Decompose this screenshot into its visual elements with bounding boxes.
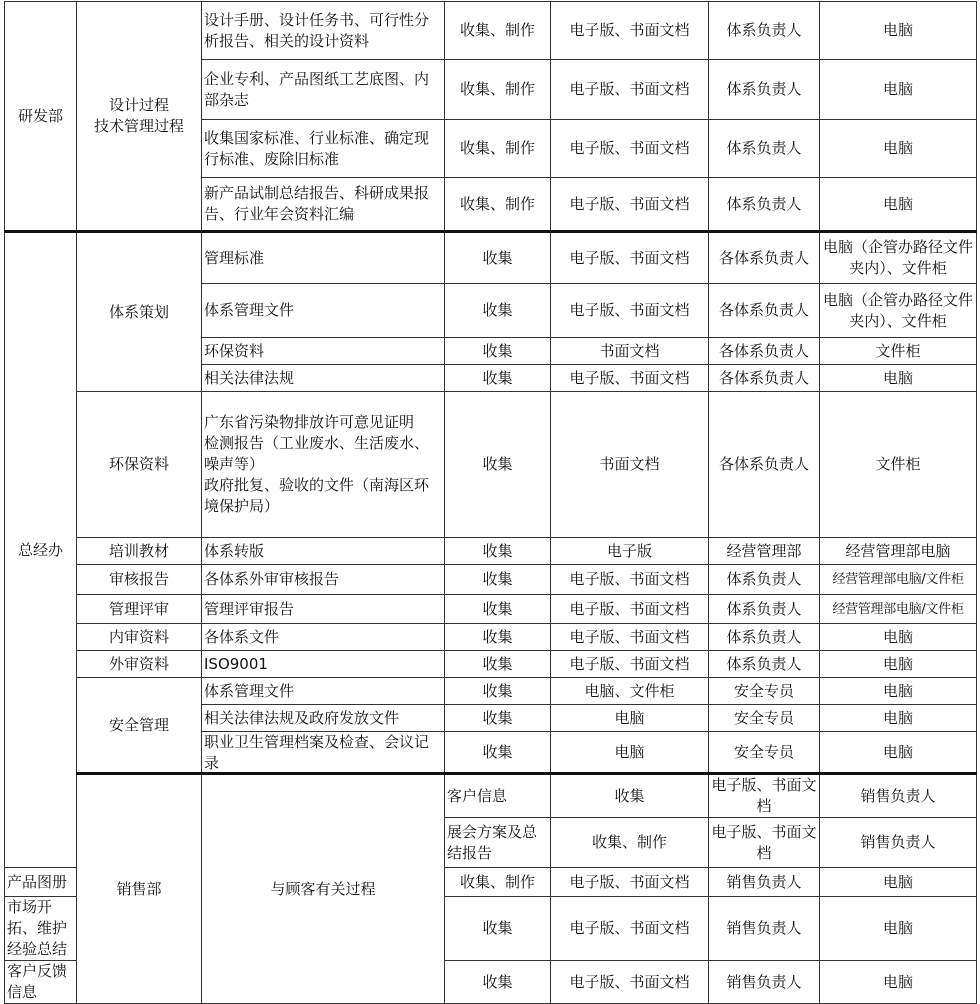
storage-cell: 电脑 — [820, 60, 977, 120]
process-cell: 外审资料 — [77, 651, 202, 678]
storage-cell: 电脑 — [820, 897, 977, 961]
format-cell: 电子版、书面文档 — [551, 624, 709, 651]
owner-cell: 销售负责人 — [709, 961, 820, 1004]
format-cell: 电子版、书面文档 — [551, 651, 709, 678]
content-cell: ISO9001 — [202, 651, 445, 678]
format-cell: 电子版、书面文档 — [551, 60, 709, 120]
storage-cell: 电脑（企管办路径文件夹内）、文件柜 — [820, 232, 977, 284]
content-line: 检测报告（工业废水、生活废水、噪声等） — [204, 434, 430, 473]
storage-cell: 电脑 — [820, 651, 977, 678]
content-cell: 各体系外审审核报告 — [202, 565, 445, 595]
content-line: 政府批复、验收的文件（南海区环境保护局） — [204, 476, 430, 515]
method-cell: 收集 — [445, 595, 551, 624]
content-cell: 环保资料 — [202, 338, 445, 365]
storage-cell: 电脑 — [820, 624, 977, 651]
content-cell: 展会方案及总结报告 — [445, 818, 551, 868]
content-cell: 收集国家标准、行业标准、确定现行标准、废除旧标准 — [202, 120, 445, 178]
format-cell: 书面文档 — [551, 392, 709, 538]
dept-cell: 研发部 — [5, 2, 77, 232]
format-cell: 电子版 — [551, 538, 709, 565]
owner-cell: 体系负责人 — [709, 2, 820, 60]
table-row — [5, 678, 977, 705]
table-row — [5, 392, 977, 538]
storage-cell: 电脑（企管办路径文件夹内）、文件柜 — [820, 284, 977, 338]
process-cell: 内审资料 — [77, 624, 202, 651]
format-cell: 电子版、书面文档 — [709, 774, 820, 818]
storage-cell: 电脑 — [820, 732, 977, 774]
table-row — [5, 565, 977, 595]
content-cell — [202, 392, 445, 538]
format-cell: 电子版、书面文档 — [551, 232, 709, 284]
owner-cell: 销售负责人 — [709, 897, 820, 961]
format-cell: 电脑 — [551, 705, 709, 732]
format-cell: 电子版、书面文档 — [551, 178, 709, 232]
owner-cell: 体系负责人 — [709, 595, 820, 624]
owner-cell: 各体系负责人 — [709, 365, 820, 392]
content-cell: 客户反馈信息 — [5, 961, 77, 1004]
content-cell: 相关法律法规 — [202, 365, 445, 392]
content-cell: 设计手册、设计任务书、可行性分析报告、相关的设计资料 — [202, 2, 445, 60]
content-cell: 新产品试制总结报告、科研成果报告、行业年会资料汇编 — [202, 178, 445, 232]
process-cell: 审核报告 — [77, 565, 202, 595]
storage-cell: 电脑 — [820, 178, 977, 232]
method-cell: 收集 — [445, 961, 551, 1004]
process-cell: 与顾客有关过程 — [202, 774, 445, 1004]
owner-cell: 销售负责人 — [820, 774, 977, 818]
process-cell: 安全管理 — [77, 678, 202, 774]
method-cell: 收集 — [445, 338, 551, 365]
table-row — [5, 774, 977, 818]
format-cell: 电子版、书面文档 — [551, 897, 709, 961]
content-cell — [202, 732, 445, 774]
method-cell: 收集 — [445, 651, 551, 678]
content-cell: 管理评审报告 — [202, 595, 445, 624]
method-cell: 收集、制作 — [445, 120, 551, 178]
owner-cell: 各体系负责人 — [709, 284, 820, 338]
content-cell: 体系转版 — [202, 538, 445, 565]
table-row — [5, 2, 977, 60]
owner-cell: 体系负责人 — [709, 60, 820, 120]
owner-cell: 安全专员 — [709, 705, 820, 732]
format-cell: 电子版、书面文档 — [551, 2, 709, 60]
owner-cell: 各体系负责人 — [709, 232, 820, 284]
owner-cell: 销售负责人 — [820, 818, 977, 868]
method-cell: 收集 — [445, 284, 551, 338]
format-cell: 电子版、书面文档 — [709, 818, 820, 868]
method-cell: 收集 — [445, 538, 551, 565]
table-row — [5, 232, 977, 284]
owner-cell: 体系负责人 — [709, 120, 820, 178]
method-cell: 收集 — [445, 897, 551, 961]
content-cell: 管理标准 — [202, 232, 445, 284]
owner-cell: 体系负责人 — [709, 624, 820, 651]
table-row — [5, 538, 977, 565]
storage-cell: 经营管理部电脑/文件柜 — [820, 595, 977, 624]
content-cell: 客户信息 — [445, 774, 551, 818]
method-cell: 收集 — [445, 624, 551, 651]
table-row — [5, 651, 977, 678]
owner-cell: 各体系负责人 — [709, 392, 820, 538]
owner-cell: 经营管理部 — [709, 538, 820, 565]
format-cell: 电子版、书面文档 — [551, 120, 709, 178]
owner-cell: 体系负责人 — [709, 178, 820, 232]
content-cell: 相关法律法规及政府发放文件 — [202, 705, 445, 732]
format-cell: 电子版、书面文档 — [551, 565, 709, 595]
content-line: 广东省污染物排放许可意见证明 — [204, 413, 415, 431]
format-cell: 书面文档 — [551, 338, 709, 365]
records-table — [4, 1, 977, 1004]
table-row — [5, 624, 977, 651]
content-cell: 市场开拓、维护经验总结 — [5, 897, 77, 961]
owner-cell: 销售负责人 — [709, 868, 820, 897]
content-cell: 体系管理文件 — [202, 284, 445, 338]
format-cell: 电子版、书面文档 — [551, 595, 709, 624]
content-cell: 企业专利、产品图纸工艺底图、内部杂志 — [202, 60, 445, 120]
method-cell: 收集 — [445, 565, 551, 595]
storage-cell: 文件柜 — [820, 338, 977, 365]
format-cell: 电脑 — [551, 732, 709, 774]
storage-cell: 电脑 — [820, 868, 977, 897]
storage-cell: 电脑 — [820, 2, 977, 60]
dept-cell: 总经办 — [5, 232, 77, 868]
storage-cell: 电脑 — [820, 365, 977, 392]
storage-cell: 电脑 — [820, 120, 977, 178]
content-text: 职业卫生管理档案及检查、会议记录 — [204, 733, 430, 772]
method-cell: 收集 — [445, 232, 551, 284]
method-cell: 收集、制作 — [445, 60, 551, 120]
storage-cell: 经营管理部电脑 — [820, 538, 977, 565]
process-cell: 体系策划 — [77, 232, 202, 392]
method-cell: 收集 — [445, 732, 551, 774]
dept-cell: 销售部 — [77, 774, 202, 1004]
owner-cell: 各体系负责人 — [709, 338, 820, 365]
process-cell — [77, 2, 202, 232]
owner-cell: 体系负责人 — [709, 565, 820, 595]
storage-cell: 文件柜 — [820, 392, 977, 538]
owner-cell: 安全专员 — [709, 732, 820, 774]
process-cell: 管理评审 — [77, 595, 202, 624]
content-cell: 各体系文件 — [202, 624, 445, 651]
process-cell: 培训教材 — [77, 538, 202, 565]
format-cell: 电子版、书面文档 — [551, 365, 709, 392]
process-cell: 环保资料 — [77, 392, 202, 538]
owner-cell: 安全专员 — [709, 678, 820, 705]
storage-cell: 电脑 — [820, 705, 977, 732]
format-cell: 电子版、书面文档 — [551, 284, 709, 338]
format-cell: 电子版、书面文档 — [551, 961, 709, 1004]
method-cell: 收集 — [445, 678, 551, 705]
process-line: 设计过程 — [108, 96, 169, 114]
format-cell: 电脑、文件柜 — [551, 678, 709, 705]
method-cell: 收集 — [445, 705, 551, 732]
owner-cell: 体系负责人 — [709, 651, 820, 678]
storage-cell: 电脑 — [820, 678, 977, 705]
storage-cell: 经营管理部电脑/文件柜 — [820, 565, 977, 595]
table-row — [5, 595, 977, 624]
method-cell: 收集 — [551, 774, 709, 818]
content-cell: 产品图册 — [5, 868, 77, 897]
process-line: 技术管理过程 — [93, 117, 184, 135]
method-cell: 收集、制作 — [551, 818, 709, 868]
format-cell: 电子版、书面文档 — [551, 868, 709, 897]
method-cell: 收集、制作 — [445, 178, 551, 232]
method-cell: 收集 — [445, 365, 551, 392]
storage-cell: 电脑 — [820, 961, 977, 1004]
method-cell: 收集、制作 — [445, 868, 551, 897]
method-cell: 收集、制作 — [445, 2, 551, 60]
content-cell: 体系管理文件 — [202, 678, 445, 705]
method-cell: 收集 — [445, 392, 551, 538]
